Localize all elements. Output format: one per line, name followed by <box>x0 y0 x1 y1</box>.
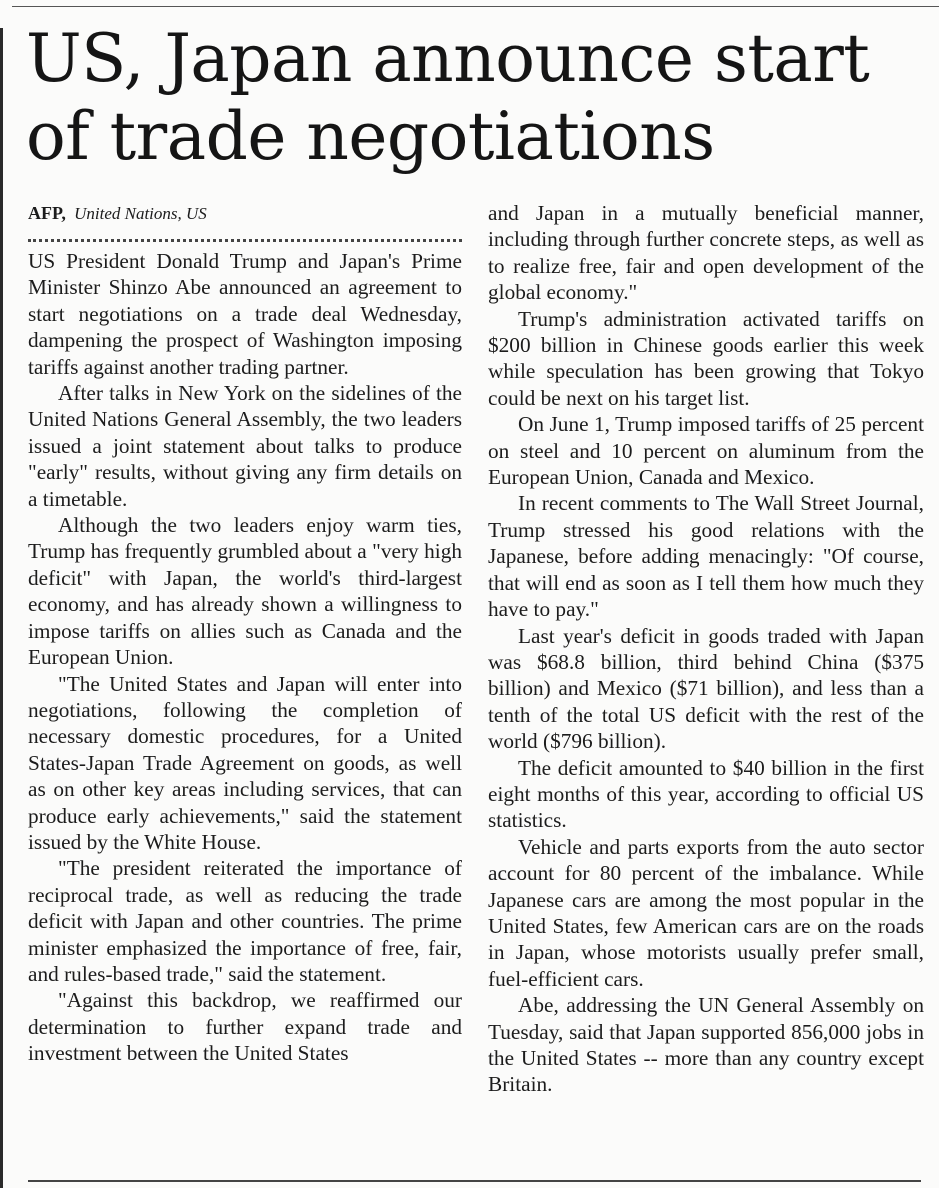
paragraph: and Japan in a mutually beneficial manner, including through further concrete steps, as well as to realize free, fair and open development of the global economy." <box>488 201 924 305</box>
byline <box>28 200 462 228</box>
paragraph: "Against this backdrop, we reaffirmed our determination to further expand trade and investment between the United States <box>28 988 462 1066</box>
paragraph: Abe, addressing the UN General Assembly on Tuesday, said that Japan supported 856,000 jobs in the United States -- more than any country except Britain. <box>488 993 924 1097</box>
byline-agency: AFP, <box>28 203 66 223</box>
top-rule <box>12 6 939 7</box>
paragraph: Trump's administration activated tariffs on $200 billion in Chinese goods earlier this week while speculation has been growing that Tokyo could be next on his target list. <box>488 306 924 410</box>
byline-location: United Nations, US <box>74 204 207 223</box>
bottom-rule <box>28 1180 921 1182</box>
paragraph: Although the two leaders enjoy warm ties, Trump has frequently grumbled about a "very high deficit" with Japan, the world's third-largest economy, and has already shown a willingness to impose tariffs on allies such as Canada and the European Union. <box>28 513 462 670</box>
left-column-rule <box>0 28 3 1188</box>
paragraph: "The president reiterated the importance of reciprocal trade, as well as reducing the trade deficit with Japan and other countries. The prime minister emphasized the importance of free, fair, and rules-based trade," said the statement. <box>28 856 462 986</box>
paragraph: After talks in New York on the sidelines of the United Nations General Assembly, the two leaders issued a joint statement about talks to produce "early" results, without giving any firm details on a timetable. <box>28 381 462 511</box>
paragraph: Last year's deficit in goods traded with Japan was $68.8 billion, third behind China ($375 billion) and Mexico ($71 billion), and less than a tenth of the total US deficit with the rest of the world ($796 billion). <box>488 623 924 754</box>
paragraph: In recent comments to The Wall Street Journal, Trump stressed his good relations with the Japanese, before adding menacingly: "Of course, that will end as soon as I tell them how much they have to pay." <box>488 491 924 622</box>
article-column-right <box>488 200 924 1098</box>
paragraph: US President Donald Trump and Japan's Prime Minister Shinzo Abe announced an agreement to start negotiations on a trade deal Wednesday, dampening the prospect of Washington imposing tariffs against another trading partner. <box>28 249 462 379</box>
paragraph: Vehicle and parts exports from the auto sector account for 80 percent of the imbalance. While Japanese cars are among the most popular in the United States, few American cars are on the roads in Japan, whose motorists usually prefer small, fuel-efficient cars. <box>488 834 924 991</box>
paragraph: The deficit amounted to $40 billion in the first eight months of this year, according to official US statistics. <box>488 755 924 833</box>
article-column-left <box>28 200 462 1067</box>
paragraph: On June 1, Trump imposed tariffs of 25 percent on steel and 10 percent on aluminum from the European Union, Canada and Mexico. <box>488 412 924 490</box>
paragraph: "The United States and Japan will enter into negotiations, following the completion of necessary domestic procedures, for a United States-Japan Trade Agreement on goods, as well as on other key areas including services, that can produce early achievements," said the statement issued by the White House. <box>28 671 462 854</box>
dotted-divider <box>28 239 462 242</box>
headline: US, Japan announce start of trade negotiations <box>26 20 870 175</box>
